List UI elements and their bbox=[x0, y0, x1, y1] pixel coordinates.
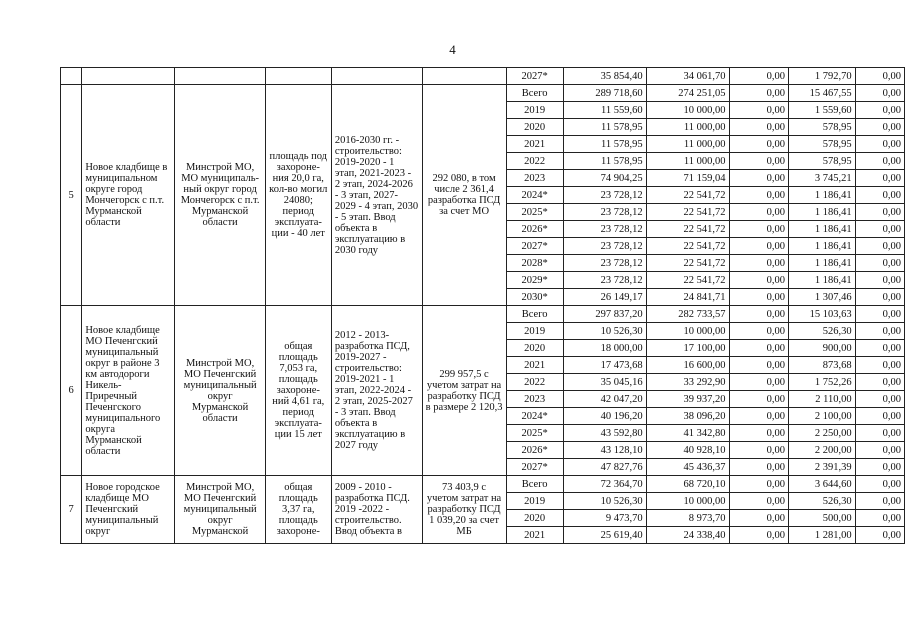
customer-text: Минстрой МО, МО Печенгский муниципальный округ Мурманской bbox=[183, 482, 257, 537]
capacity-text: площадь под захороне-ния 20,0 га, кол-во могил 24080; период эксплуата-ции - 40 лет bbox=[269, 151, 328, 239]
other-sources-cell: 0,00 bbox=[855, 510, 904, 527]
total-cell: 43 128,10 bbox=[563, 442, 646, 459]
other-sources-cell: 0,00 bbox=[855, 85, 904, 102]
federal-budget-cell: 0,00 bbox=[729, 340, 788, 357]
regional-budget-cell: 68 720,10 bbox=[646, 476, 729, 493]
other-sources-cell: 0,00 bbox=[855, 221, 904, 238]
total-cell: 23 728,12 bbox=[563, 238, 646, 255]
regional-budget-cell: 71 159,04 bbox=[646, 170, 729, 187]
local-budget-cell: 2 100,00 bbox=[788, 408, 855, 425]
federal-budget-cell: 0,00 bbox=[729, 510, 788, 527]
total-cell: 11 578,95 bbox=[563, 136, 646, 153]
other-sources-cell: 0,00 bbox=[855, 136, 904, 153]
year-cell: 2019 bbox=[506, 102, 563, 119]
object-name-cell bbox=[82, 68, 175, 85]
local-budget-cell: 2 200,00 bbox=[788, 442, 855, 459]
year-cell: 2021 bbox=[506, 527, 563, 544]
regional-budget-cell: 11 000,00 bbox=[646, 136, 729, 153]
stages-cell bbox=[331, 85, 422, 306]
regional-budget-cell: 24 841,71 bbox=[646, 289, 729, 306]
federal-budget-cell: 0,00 bbox=[729, 459, 788, 476]
year-cell: Всего bbox=[506, 476, 563, 493]
customer-cell bbox=[175, 306, 265, 476]
federal-budget-cell: 0,00 bbox=[729, 153, 788, 170]
year-cell: 2025* bbox=[506, 425, 563, 442]
other-sources-cell: 0,00 bbox=[855, 102, 904, 119]
local-budget-cell: 3 745,21 bbox=[788, 170, 855, 187]
year-cell: 2019 bbox=[506, 323, 563, 340]
object-name-cell bbox=[82, 476, 175, 544]
total-cell: 35 045,16 bbox=[563, 374, 646, 391]
total-cell: 72 364,70 bbox=[563, 476, 646, 493]
regional-budget-cell: 34 061,70 bbox=[646, 68, 729, 85]
federal-budget-cell: 0,00 bbox=[729, 204, 788, 221]
total-cell: 23 728,12 bbox=[563, 204, 646, 221]
year-cell: 2022 bbox=[506, 374, 563, 391]
year-cell: 2022 bbox=[506, 153, 563, 170]
regional-budget-cell: 22 541,72 bbox=[646, 255, 729, 272]
total-cell: 18 000,00 bbox=[563, 340, 646, 357]
total-cell: 9 473,70 bbox=[563, 510, 646, 527]
capacity-text: общая площадь 7,053 га, площадь захороне-ний 4,61 га, период эксплуата-ции 15 лет bbox=[272, 341, 325, 440]
local-budget-cell: 526,30 bbox=[788, 323, 855, 340]
federal-budget-cell: 0,00 bbox=[729, 238, 788, 255]
object-name-text: Новое кладбище в муниципальном округе город Мончегорск с п.т. Мурманской области bbox=[85, 162, 168, 228]
federal-budget-cell: 0,00 bbox=[729, 102, 788, 119]
other-sources-cell: 0,00 bbox=[855, 476, 904, 493]
other-sources-cell: 0,00 bbox=[855, 119, 904, 136]
table-row bbox=[61, 85, 905, 102]
local-budget-cell: 578,95 bbox=[788, 119, 855, 136]
federal-budget-cell: 0,00 bbox=[729, 187, 788, 204]
stages-text: 2012 - 2013- разработка ПСД, 2019-2027 - строительство: 2019-2021 - 1 этап, 2022-2024 - 2 этап, 2025-2027 - 3 этап. Ввод объекта в эксплуатацию в 2027 году bbox=[334, 330, 413, 451]
other-sources-cell: 0,00 bbox=[855, 323, 904, 340]
year-cell: 2020 bbox=[506, 119, 563, 136]
regional-budget-cell: 11 000,00 bbox=[646, 153, 729, 170]
federal-budget-cell: 0,00 bbox=[729, 306, 788, 323]
federal-budget-cell: 0,00 bbox=[729, 527, 788, 544]
local-budget-cell: 526,30 bbox=[788, 493, 855, 510]
other-sources-cell: 0,00 bbox=[855, 357, 904, 374]
local-budget-cell: 2 110,00 bbox=[788, 391, 855, 408]
federal-budget-cell: 0,00 bbox=[729, 476, 788, 493]
cost-text: 292 080, в том числе 2 361,4 разработка ПСД за счет МО bbox=[427, 173, 501, 217]
federal-budget-cell: 0,00 bbox=[729, 323, 788, 340]
year-cell: 2021 bbox=[506, 357, 563, 374]
total-cell: 26 149,17 bbox=[563, 289, 646, 306]
cost-text: 299 957,5 с учетом затрат на разработку ПСД в размере 2 120,3 bbox=[425, 368, 503, 413]
other-sources-cell: 0,00 bbox=[855, 153, 904, 170]
total-cell: 23 728,12 bbox=[563, 255, 646, 272]
row-index-cell bbox=[61, 476, 82, 544]
year-cell: 2020 bbox=[506, 510, 563, 527]
object-name-cell bbox=[82, 85, 175, 306]
regional-budget-cell: 45 436,37 bbox=[646, 459, 729, 476]
year-cell: 2028* bbox=[506, 255, 563, 272]
federal-budget-cell: 0,00 bbox=[729, 493, 788, 510]
stages-text: 2016-2030 гг. - строительство: 2019-2020 - 1 этап, 2021-2023 - 2 этап, 2024-2026 - 3 этап, 2027-2029 - 4 этап, 2030 - 5 этап. Ввод объекта в эксплуатацию в 2030 году bbox=[334, 134, 419, 256]
year-cell: 2020 bbox=[506, 340, 563, 357]
total-cell: 47 827,76 bbox=[563, 459, 646, 476]
total-cell: 25 619,40 bbox=[563, 527, 646, 544]
year-cell: 2023 bbox=[506, 391, 563, 408]
local-budget-cell: 2 391,39 bbox=[788, 459, 855, 476]
regional-budget-cell: 22 541,72 bbox=[646, 204, 729, 221]
local-budget-cell: 1 186,41 bbox=[788, 204, 855, 221]
local-budget-cell: 1 752,26 bbox=[788, 374, 855, 391]
regional-budget-cell: 17 100,00 bbox=[646, 340, 729, 357]
other-sources-cell: 0,00 bbox=[855, 425, 904, 442]
cost-cell bbox=[422, 68, 506, 85]
row-index-text: 5 bbox=[68, 189, 74, 201]
regional-budget-cell: 33 292,90 bbox=[646, 374, 729, 391]
other-sources-cell: 0,00 bbox=[855, 493, 904, 510]
regional-budget-cell: 11 000,00 bbox=[646, 119, 729, 136]
federal-budget-cell: 0,00 bbox=[729, 119, 788, 136]
stages-text: 2009 - 2010 - разработка ПСД. 2019 -2022 - строительство. Ввод объекта в bbox=[334, 482, 410, 537]
total-cell: 23 728,12 bbox=[563, 272, 646, 289]
table-row bbox=[61, 476, 905, 493]
object-name-text: Новое кладбище МО Печенгский муниципальный округ в районе 3 км автодороги Никель-Приречный Печенгского муниципального округа Мурманской области bbox=[85, 324, 161, 457]
row-index-text: 6 bbox=[68, 385, 74, 396]
object-name-cell bbox=[82, 306, 175, 476]
year-cell: 2027* bbox=[506, 459, 563, 476]
other-sources-cell: 0,00 bbox=[855, 527, 904, 544]
stages-cell bbox=[331, 68, 422, 85]
federal-budget-cell: 0,00 bbox=[729, 255, 788, 272]
other-sources-cell: 0,00 bbox=[855, 459, 904, 476]
total-cell: 23 728,12 bbox=[563, 221, 646, 238]
federal-budget-cell: 0,00 bbox=[729, 391, 788, 408]
total-cell: 10 526,30 bbox=[563, 493, 646, 510]
other-sources-cell: 0,00 bbox=[855, 391, 904, 408]
total-cell: 40 196,20 bbox=[563, 408, 646, 425]
year-cell: 2024* bbox=[506, 408, 563, 425]
federal-budget-cell: 0,00 bbox=[729, 374, 788, 391]
other-sources-cell: 0,00 bbox=[855, 238, 904, 255]
local-budget-cell: 1 186,41 bbox=[788, 187, 855, 204]
local-budget-cell: 15 467,55 bbox=[788, 85, 855, 102]
local-budget-cell: 578,95 bbox=[788, 153, 855, 170]
capacity-cell bbox=[265, 306, 331, 476]
other-sources-cell: 0,00 bbox=[855, 442, 904, 459]
index-cell bbox=[61, 68, 82, 85]
federal-budget-cell: 0,00 bbox=[729, 68, 788, 85]
total-cell: 11 578,95 bbox=[563, 153, 646, 170]
regional-budget-cell: 41 342,80 bbox=[646, 425, 729, 442]
local-budget-cell: 1 186,41 bbox=[788, 272, 855, 289]
regional-budget-cell: 8 973,70 bbox=[646, 510, 729, 527]
federal-budget-cell: 0,00 bbox=[729, 272, 788, 289]
federal-budget-cell: 0,00 bbox=[729, 408, 788, 425]
regional-budget-cell: 282 733,57 bbox=[646, 306, 729, 323]
year-cell: 2025* bbox=[506, 204, 563, 221]
regional-budget-cell: 22 541,72 bbox=[646, 238, 729, 255]
local-budget-cell: 578,95 bbox=[788, 136, 855, 153]
customer-cell bbox=[175, 476, 265, 544]
regional-budget-cell: 22 541,72 bbox=[646, 221, 729, 238]
cost-cell bbox=[422, 476, 506, 544]
total-cell: 289 718,60 bbox=[563, 85, 646, 102]
federal-budget-cell: 0,00 bbox=[729, 357, 788, 374]
row-index-cell bbox=[61, 85, 82, 306]
year-cell: 2029* bbox=[506, 272, 563, 289]
regional-budget-cell: 22 541,72 bbox=[646, 187, 729, 204]
year-cell: 2021 bbox=[506, 136, 563, 153]
total-cell: 35 854,40 bbox=[563, 68, 646, 85]
year-cell: 2030* bbox=[506, 289, 563, 306]
regional-budget-cell: 10 000,00 bbox=[646, 102, 729, 119]
other-sources-cell: 0,00 bbox=[855, 255, 904, 272]
total-cell: 74 904,25 bbox=[563, 170, 646, 187]
other-sources-cell: 0,00 bbox=[855, 374, 904, 391]
local-budget-cell: 1 186,41 bbox=[788, 238, 855, 255]
regional-budget-cell: 22 541,72 bbox=[646, 272, 729, 289]
year-cell: 2027* bbox=[506, 238, 563, 255]
other-sources-cell: 0,00 bbox=[855, 187, 904, 204]
other-sources-cell: 0,00 bbox=[855, 204, 904, 221]
regional-budget-cell: 10 000,00 bbox=[646, 323, 729, 340]
local-budget-cell: 15 103,63 bbox=[788, 306, 855, 323]
local-budget-cell: 1 186,41 bbox=[788, 255, 855, 272]
table-body bbox=[61, 68, 905, 544]
stages-cell bbox=[331, 306, 422, 476]
customer-cell bbox=[175, 68, 265, 85]
cost-cell bbox=[422, 306, 506, 476]
other-sources-cell: 0,00 bbox=[855, 68, 904, 85]
regional-budget-cell: 10 000,00 bbox=[646, 493, 729, 510]
year-cell: 2026* bbox=[506, 221, 563, 238]
table-row bbox=[61, 68, 905, 85]
capacity-cell bbox=[265, 85, 331, 306]
local-budget-cell: 500,00 bbox=[788, 510, 855, 527]
year-cell: 2027* bbox=[506, 68, 563, 85]
local-budget-cell: 1 281,00 bbox=[788, 527, 855, 544]
regional-budget-cell: 274 251,05 bbox=[646, 85, 729, 102]
local-budget-cell: 900,00 bbox=[788, 340, 855, 357]
federal-budget-cell: 0,00 bbox=[729, 425, 788, 442]
customer-text: Минстрой МО, МО Печенгский муниципальный округ Мурманской области bbox=[183, 357, 257, 424]
row-index-text: 7 bbox=[68, 504, 74, 515]
regional-budget-cell: 38 096,20 bbox=[646, 408, 729, 425]
total-cell: 43 592,80 bbox=[563, 425, 646, 442]
total-cell: 11 559,60 bbox=[563, 102, 646, 119]
local-budget-cell: 2 250,00 bbox=[788, 425, 855, 442]
local-budget-cell: 1 559,60 bbox=[788, 102, 855, 119]
local-budget-cell: 3 644,60 bbox=[788, 476, 855, 493]
year-cell: 2026* bbox=[506, 442, 563, 459]
total-cell: 23 728,12 bbox=[563, 187, 646, 204]
other-sources-cell: 0,00 bbox=[855, 170, 904, 187]
federal-budget-cell: 0,00 bbox=[729, 289, 788, 306]
row-index-cell bbox=[61, 306, 82, 476]
total-cell: 42 047,20 bbox=[563, 391, 646, 408]
customer-cell bbox=[175, 85, 265, 306]
other-sources-cell: 0,00 bbox=[855, 306, 904, 323]
object-name-text: Новое городское кладбище МО Печенгский муниципальный округ bbox=[85, 482, 160, 537]
total-cell: 17 473,68 bbox=[563, 357, 646, 374]
local-budget-cell: 1 792,70 bbox=[788, 68, 855, 85]
stages-cell bbox=[331, 476, 422, 544]
total-cell: 297 837,20 bbox=[563, 306, 646, 323]
local-budget-cell: 873,68 bbox=[788, 357, 855, 374]
regional-budget-cell: 24 338,40 bbox=[646, 527, 729, 544]
year-cell: 2023 bbox=[506, 170, 563, 187]
regional-budget-cell: 40 928,10 bbox=[646, 442, 729, 459]
other-sources-cell: 0,00 bbox=[855, 289, 904, 306]
federal-budget-cell: 0,00 bbox=[729, 85, 788, 102]
cost-cell bbox=[422, 85, 506, 306]
regional-budget-cell: 39 937,20 bbox=[646, 391, 729, 408]
cost-text: 73 403,9 с учетом затрат на разработку ПСД 1 039,20 за счет МБ bbox=[426, 482, 502, 537]
page-number: 4 bbox=[449, 42, 456, 57]
table-row bbox=[61, 306, 905, 323]
local-budget-cell: 1 307,46 bbox=[788, 289, 855, 306]
regional-budget-cell: 16 600,00 bbox=[646, 357, 729, 374]
year-cell: Всего bbox=[506, 306, 563, 323]
total-cell: 11 578,95 bbox=[563, 119, 646, 136]
year-cell: Всего bbox=[506, 85, 563, 102]
other-sources-cell: 0,00 bbox=[855, 272, 904, 289]
capacity-text: общая площадь 3,37 га, площадь захороне- bbox=[276, 482, 320, 537]
federal-budget-cell: 0,00 bbox=[729, 442, 788, 459]
total-cell: 10 526,30 bbox=[563, 323, 646, 340]
capacity-cell bbox=[265, 68, 331, 85]
capacity-cell bbox=[265, 476, 331, 544]
other-sources-cell: 0,00 bbox=[855, 340, 904, 357]
local-budget-cell: 1 186,41 bbox=[788, 221, 855, 238]
year-cell: 2019 bbox=[506, 493, 563, 510]
federal-budget-cell: 0,00 bbox=[729, 170, 788, 187]
federal-budget-cell: 0,00 bbox=[729, 136, 788, 153]
year-cell: 2024* bbox=[506, 187, 563, 204]
federal-budget-cell: 0,00 bbox=[729, 221, 788, 238]
customer-text: Минстрой МО, МО муниципаль-ный округ город Мончегорск с п.т. Мурманской области bbox=[180, 162, 260, 228]
other-sources-cell: 0,00 bbox=[855, 408, 904, 425]
cemetery-funding-table bbox=[60, 67, 905, 544]
